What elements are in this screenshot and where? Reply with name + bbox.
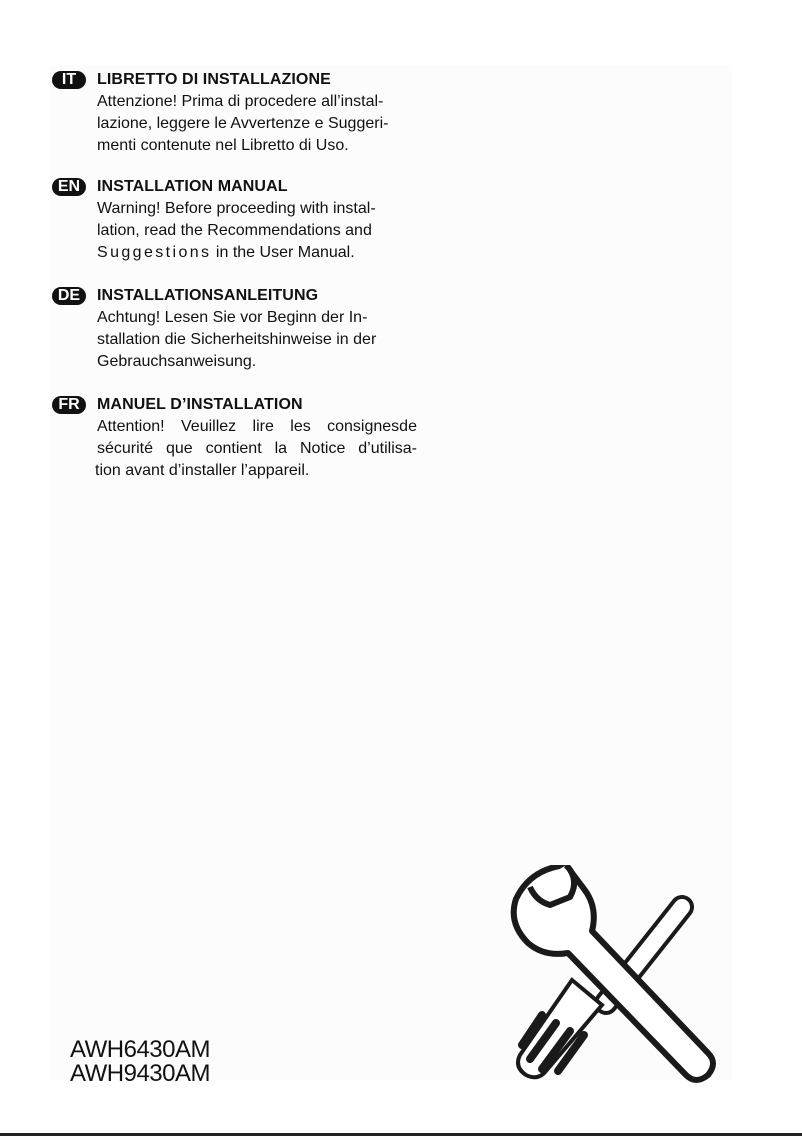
language-badge-en: EN <box>52 178 86 196</box>
word: consignesde <box>327 418 417 435</box>
section-title-de: INSTALLATIONSANLEITUNG <box>97 287 319 304</box>
section-it <box>52 69 432 157</box>
text-fragment: in the User Manual. <box>215 244 355 261</box>
word: la <box>274 440 288 457</box>
word: sécurité <box>97 440 154 457</box>
section-text-en <box>97 198 417 264</box>
section-de <box>52 285 432 373</box>
text-line: tion avant d’installer l’appareil. <box>95 462 310 479</box>
word: d’utilisa- <box>358 440 417 457</box>
word: Veuillez <box>181 418 237 435</box>
section-text-de <box>97 307 417 373</box>
section-en <box>52 176 432 264</box>
text-line: Achtung! Lesen Sie vor Beginn der In- <box>97 309 368 326</box>
section-text-it <box>97 91 417 157</box>
text-line <box>97 242 417 264</box>
section-title-it: LIBRETTO DI INSTALLAZIONE <box>97 71 331 88</box>
word: Attention! <box>97 418 165 435</box>
word: les <box>290 418 311 435</box>
spaced-word: Suggestions <box>97 244 212 261</box>
section-fr <box>52 394 432 482</box>
language-badge-it: IT <box>52 71 86 89</box>
text-line: Attenzione! Prima di procedere all’instal- <box>97 93 384 110</box>
text-line: lation, read the Recommendations and <box>97 222 372 239</box>
word: contient <box>205 440 262 457</box>
word: lire <box>252 418 274 435</box>
language-badge-de: DE <box>52 287 86 305</box>
wrench-screwdriver-icon <box>510 865 730 1085</box>
text-line: lazione, leggere le Avvertenze e Suggeri- <box>97 115 389 132</box>
text-line <box>97 438 417 460</box>
section-text-fr <box>97 416 417 482</box>
text-line: Gebrauchsanweisung. <box>97 353 257 370</box>
section-title-en: INSTALLATION MANUAL <box>97 178 288 195</box>
model-number: AWH6430AM <box>70 1036 210 1063</box>
text-line: stallation die Sicherheitshinweise in der <box>97 331 377 348</box>
text-line: menti contenute nel Libretto di Uso. <box>97 137 349 154</box>
word: Notice <box>299 440 346 457</box>
model-number: AWH9430AM <box>70 1060 210 1087</box>
section-title-fr: MANUEL D’INSTALLATION <box>97 396 303 413</box>
text-line <box>97 416 417 438</box>
text-line: Warning! Before proceeding with instal- <box>97 200 376 217</box>
word: que <box>165 440 193 457</box>
language-badge-fr: FR <box>52 396 86 414</box>
